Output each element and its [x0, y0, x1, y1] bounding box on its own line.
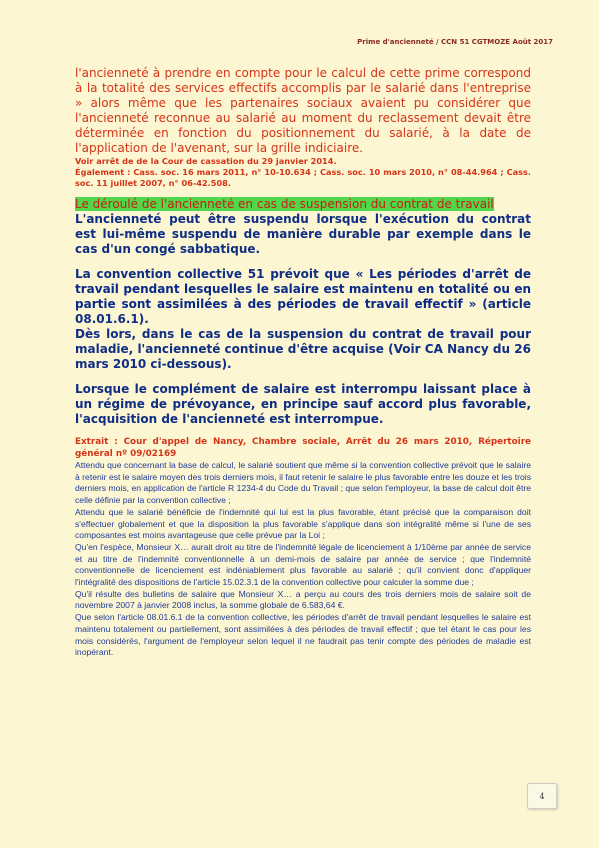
paragraph-suspension: L'ancienneté peut être suspendu lorsque l'exécution du contrat est lui-même suspendu de manière durable par exemple dans le cas d'un congé sabbatique.	[75, 212, 531, 256]
reference-also: Également : Cass. soc. 16 mars 2011, n° 10-10.634 ; Cass. soc. 10 mars 2010, n° 08-44.964 ; Cass. soc. 11 juillet 2007, n° 06-42.508.	[75, 167, 531, 188]
paragraph-prevoyance: Lorsque le complément de salaire est interrompu laissant place à un régime de prévoyance, en principe sauf accord plus favorable, l'acquisition de l'ancienneté est interrompue.	[75, 382, 531, 426]
convention-article: (article 08.01.6.1).	[75, 297, 531, 326]
page-header: Prime d'ancienneté / CCN 51 CGTMOZE Août 2017	[357, 38, 553, 46]
extract-paragraph-4: Qu'il résulte des bulletins de salaire que Monsieur X… a perçu au cours des trois derniers mois de salaire soit de novembre 2007 à janvier 2008 inclus, la somme globale de 6.583,64 €.	[75, 588, 531, 611]
page-number: 4	[527, 783, 557, 809]
paragraph-convention	[75, 267, 531, 327]
section-heading-highlight: Le déroulé de l'ancienneté en cas de suspension du contrat de travail	[75, 197, 494, 211]
extract-title: Extrait : Cour d'appel de Nancy, Chambre sociale, Arrêt du 26 mars 2010, Répertoire général nº 09/02169	[75, 437, 531, 459]
extract-paragraph-2: Attendu que le salarié bénéficie de l'indemnité qui lui est la plus favorable, étant précisé que la comparaison doit s'effectuer globalement et que la disposition la plus favorable s'applique dans son intégralité même si l'une de ses composantes est moins avantageuse que celle prévue par la Loi ;	[75, 506, 531, 541]
paragraph-anciennete: l'ancienneté à prendre en compte pour le calcul de cette prime correspond à la totalité des services effectifs accomplis par le salarié dans l'entreprise » alors même que les partenaires sociaux avaient pu considérer que l'ancienneté reconnue au salarié au moment du reclassement devait être déterminée en fonction du positionnement du salarié, à la date de l'application de l'avenant, sur la grille indiciaire.	[75, 66, 531, 155]
document-body	[75, 66, 531, 659]
paragraph-maladie: Dès lors, dans le cas de la suspension du contrat de travail pour maladie, l'ancienneté continue d'être acquise (Voir CA Nancy du 26 mars 2010 ci-dessous).	[75, 327, 531, 371]
extract-paragraph-1: Attendu que concernant la base de calcul, le salarié soutient que même si la convention collective prévoit que le salaire à retenir est le salaire moyen des trois derniers mois, il faut retenir le salaire le plus favorable entre les douze et les trois derniers mois, en application de l'article R 1234-4 du Code du Travail ; que selon l'employeur, la base de calcul doit être celle définie par la convention collective ;	[75, 460, 531, 506]
section-heading	[75, 197, 531, 212]
reference-cassation: Voir arrêt de de la Cour de cassation du 29 janvier 2014.	[75, 156, 337, 166]
extract-paragraph-5: Que selon l'article 08.01.6.1 de la convention collective, les périodes d'arrêt de travail pendant lesquelles le salaire est maintenu totalement ou partiellement, sont assimilées à des périodes de travail effectif ; que tel étant le cas pour les mois considérés, l'argument de l'employeur selon lequel il ne faudrait pas tenir compte des périodes de maladie est inopérant.	[75, 612, 531, 658]
extract-paragraph-3: Qu'en l'espèce, Monsieur X… aurait droit au titre de l'indemnité légale de licenciement à 1/10ème par année de service et au titre de l'indemnité conventionnelle à un demi-mois de salaire par année de service ; que l'indemnité conventionnelle de licenciement est indéniablement plus favorable au salarié ; qu'il convient donc d'appliquer l'intégralité des dispositions de l'article 15.02.3.1 de la convention collective pour calculer la somme due ;	[75, 541, 531, 588]
convention-intro: La convention collective 51 prévoit que	[75, 267, 356, 281]
convention-quote: « Les périodes d'arrêt de travail pendant lesquelles le salaire est maintenu en totalité ou en partie sont assimilées à des périodes de travail effectif »	[75, 267, 532, 311]
